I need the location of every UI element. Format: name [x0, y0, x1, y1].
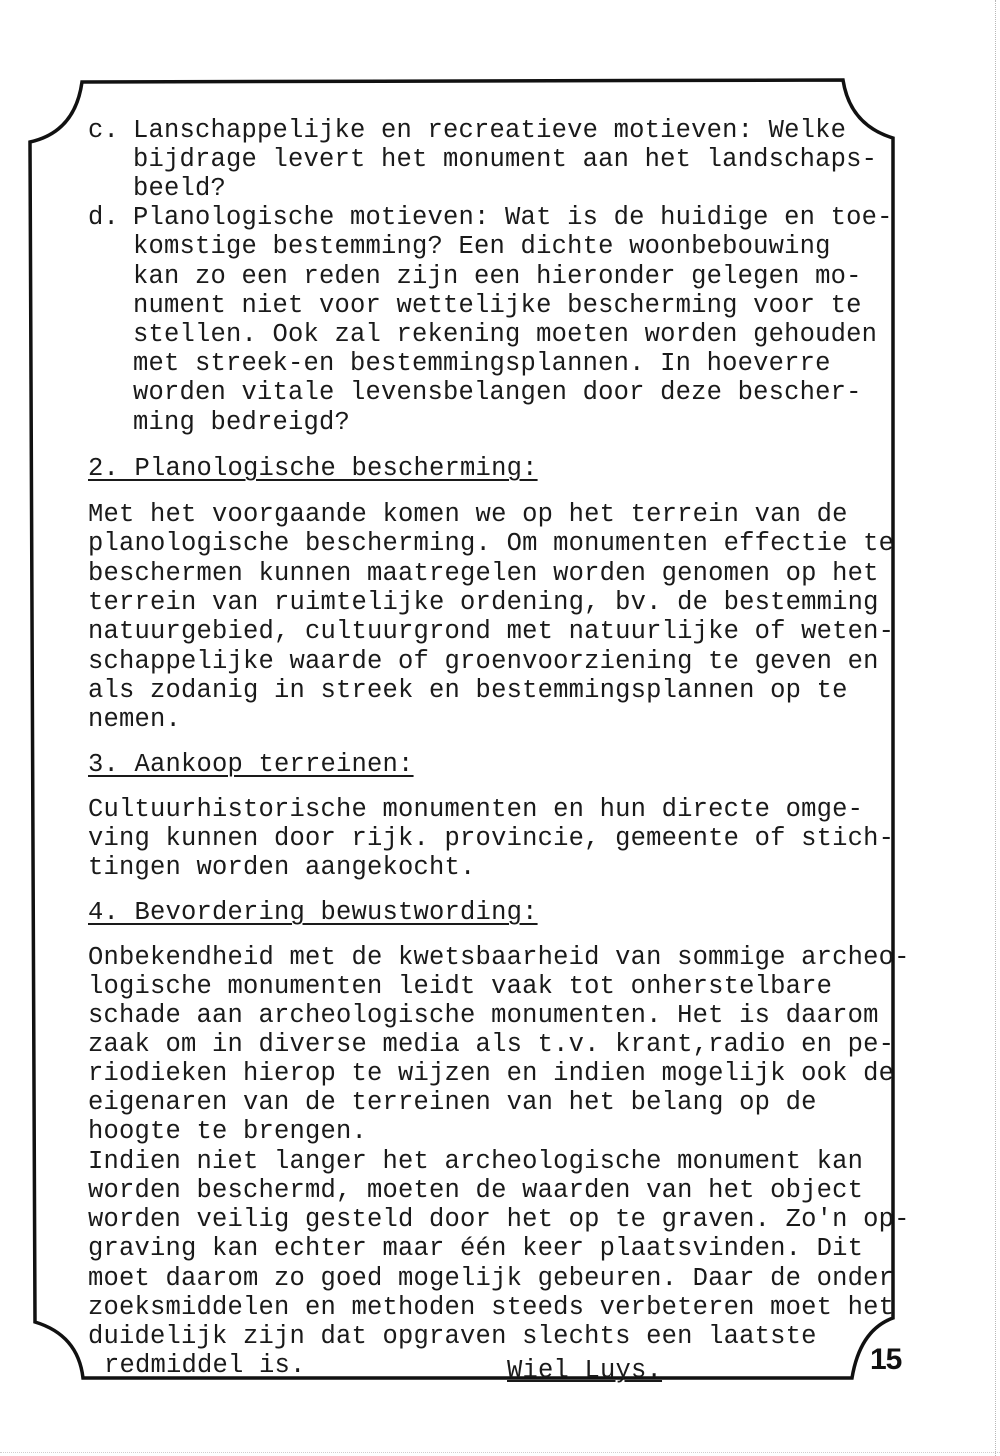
- section-4-p1-line-1: Onbekendheid met de kwetsbaarheid van sommige archeo-: [88, 943, 910, 972]
- item-c-line-2: bijdrage levert het monument aan het landschaps-: [133, 145, 878, 174]
- section-heading-bevordering-bewustwording: 4. Bevordering bewustwording:: [88, 898, 538, 927]
- section-2-line-7: als zodanig in streek en bestemmingsplannen op te: [88, 676, 848, 705]
- section-2-line-3: beschermen kunnen maatregelen worden genomen op het: [88, 559, 879, 588]
- item-d-line-6: met streek-en bestemmingsplannen. In hoeverre: [133, 349, 831, 378]
- item-d-line-7: worden vitale levensbelangen door deze bescher-: [133, 378, 862, 407]
- list-marker-d: d.: [88, 203, 120, 232]
- section-3-line-2: ving kunnen door rijk. provincie, gemeente of stich-: [88, 824, 895, 853]
- section-heading-aankoop-terreinen: 3. Aankoop terreinen:: [88, 750, 414, 779]
- section-4-p1-line-5: riodieken hierop te wijzen en indien mogelijk ook de: [88, 1059, 895, 1088]
- section-4-p1-line-7: hoogte te brengen.: [88, 1117, 368, 1146]
- section-2-line-2: planologische bescherming. Om monumenten effectie te: [88, 529, 895, 558]
- list-marker-c: c.: [88, 116, 120, 145]
- item-d-line-3: kan zo een reden zijn een hieronder gelegen mo-: [133, 262, 862, 291]
- section-4-p2-line-2: worden beschermd, moeten de waarden van het object: [88, 1176, 864, 1205]
- section-heading-planologische-bescherming: 2. Planologische bescherming:: [88, 454, 538, 483]
- item-c-line-1: Lanschappelijke en recreatieve motieven: Welke: [133, 116, 847, 145]
- section-3-line-3: tingen worden aangekocht.: [88, 853, 476, 882]
- item-d-line-1: Planologische motieven: Wat is de huidige en toe-: [133, 203, 893, 232]
- section-2-line-5: natuurgebied, cultuurgrond met natuurlijke of weten-: [88, 617, 895, 646]
- item-d-line-2: komstige bestemming? Een dichte woonbebouwing: [133, 232, 831, 261]
- section-2-line-6: schappelijke waarde of groenvoorziening te geven en: [88, 647, 879, 676]
- section-4-p2-line-6: zoeksmiddelen en methoden steeds verbeteren moet het: [88, 1293, 895, 1322]
- item-d-line-4: nument niet voor wettelijke bescherming voor te: [133, 291, 862, 320]
- section-2-line-4: terrein van ruimtelijke ordening, bv. de bestemming: [88, 588, 879, 617]
- section-2-line-8: nemen.: [88, 705, 182, 734]
- section-4-p1-line-6: eigenaren van de terreinen van het belang op de: [88, 1088, 817, 1117]
- section-2-line-1: Met het voorgaande komen we op het terrein van de: [88, 500, 848, 529]
- page-number: 15: [870, 1343, 902, 1376]
- section-4-p2-line-7: duidelijk zijn dat opgraven slechts een laatste: [88, 1322, 817, 1351]
- item-c-line-3: beeld?: [133, 174, 227, 203]
- item-d-line-5: stellen. Ook zal rekening moeten worden gehouden: [133, 320, 878, 349]
- section-4-p1-line-4: zaak om in diverse media als t.v. krant,radio en pe-: [88, 1030, 895, 1059]
- section-4-p1-line-3: schade aan archeologische monumenten. Het is daarom: [88, 1001, 879, 1030]
- section-3-line-1: Cultuurhistorische monumenten en hun directe omge-: [88, 795, 864, 824]
- closing-line: redmiddel is.: [104, 1351, 306, 1380]
- section-4-p2-line-5: moet daarom zo goed mogelijk gebeuren. Daar de onder: [88, 1264, 895, 1293]
- section-4-p2-line-4: graving kan echter maar één keer plaatsvinden. Dit: [88, 1234, 864, 1263]
- author-signature: Wiel Luys.: [507, 1356, 663, 1385]
- section-4-p2-line-3: worden veilig gesteld door het op te graven. Zo'n op-: [88, 1205, 910, 1234]
- item-d-line-8: ming bedreigd?: [133, 408, 351, 437]
- section-4-p2-line-1: Indien niet langer het archeologische monument kan: [88, 1147, 864, 1176]
- section-4-p1-line-2: logische monumenten leidt vaak tot onherstelbare: [88, 972, 833, 1001]
